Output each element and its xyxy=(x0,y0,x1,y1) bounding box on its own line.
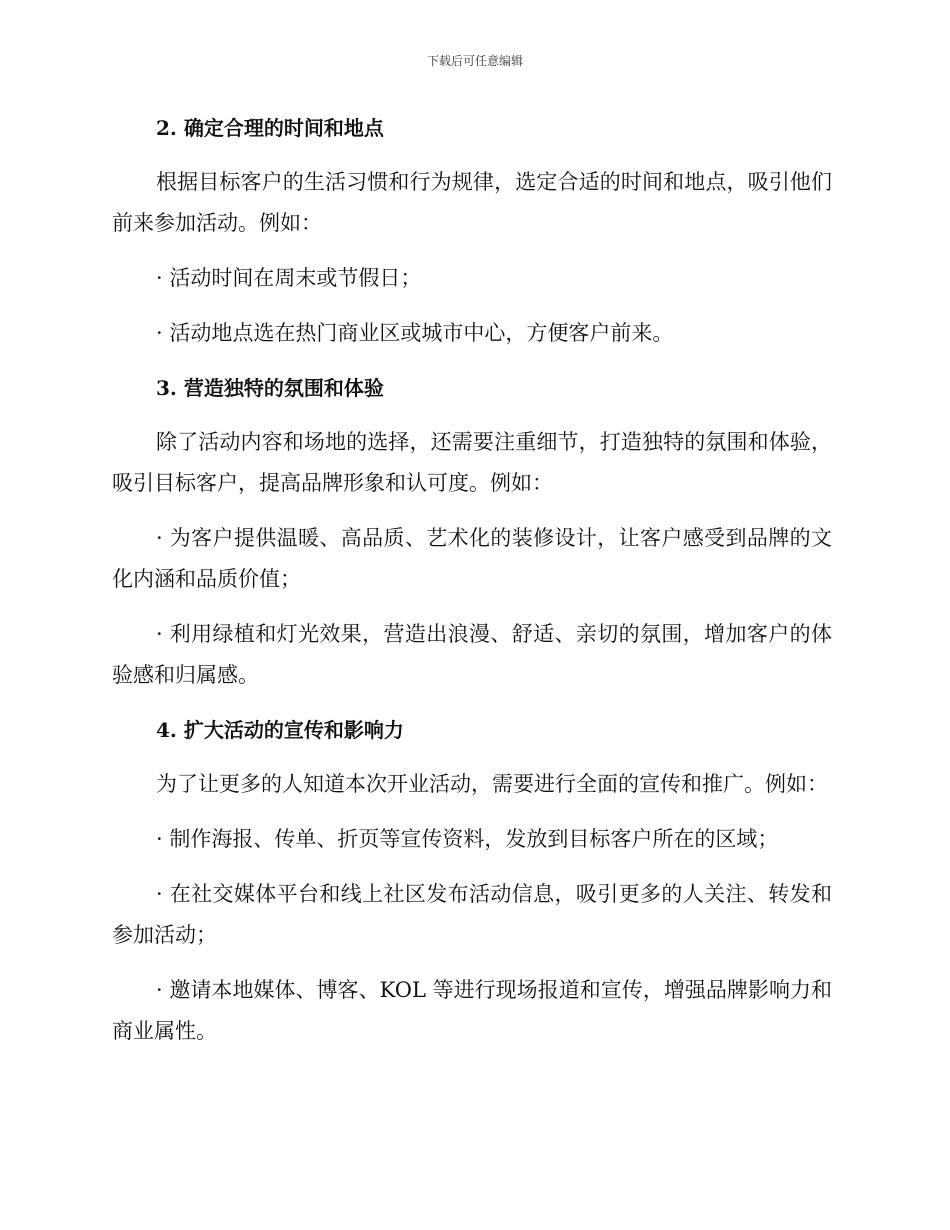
bullet-item: · 制作海报、传单、折页等宣传资料，发放到目标客户所在的区域； xyxy=(156,827,779,851)
paragraph: 根据目标客户的生活习惯和行为规律，选定合适的时间和地点，吸引他们前来参加活动。例如： xyxy=(112,170,832,235)
bullet-item: · 活动时间在周末或节假日； xyxy=(156,266,422,290)
document-body xyxy=(112,108,832,1066)
bullet-item: · 活动地点选在热门商业区或城市中心，方便客户前来。 xyxy=(156,321,674,345)
page-header: 下载后可任意编辑 xyxy=(426,54,523,68)
bullet-item: · 邀请本地媒体、博客、KOL 等进行现场报道和宣传，增强品牌影响力和商业属性。 xyxy=(112,978,832,1043)
section-heading-4: 4. 扩大活动的宣传和影响力 xyxy=(156,718,404,742)
section-heading-3: 3. 营造独特的氛围和体验 xyxy=(156,376,384,400)
bullet-item: · 在社交媒体平台和线上社区发布活动信息，吸引更多的人关注、转发和参加活动； xyxy=(112,882,832,947)
bullet-item: · 利用绿植和灯光效果，营造出浪漫、舒适、亲切的氛围，增加客户的体验感和归属感。 xyxy=(112,622,832,687)
bullet-item: · 为客户提供温暖、高品质、艺术化的装修设计，让客户感受到品牌的文化内涵和品质价值； xyxy=(112,526,832,591)
paragraph: 除了活动内容和场地的选择，还需要注重细节，打造独特的氛围和体验，吸引目标客户，提高品牌形象和认可度。例如： xyxy=(112,430,832,495)
section-heading-2: 2. 确定合理的时间和地点 xyxy=(156,116,384,140)
paragraph: 为了让更多的人知道本次开业活动，需要进行全面的宣传和推广。例如： xyxy=(156,772,828,796)
